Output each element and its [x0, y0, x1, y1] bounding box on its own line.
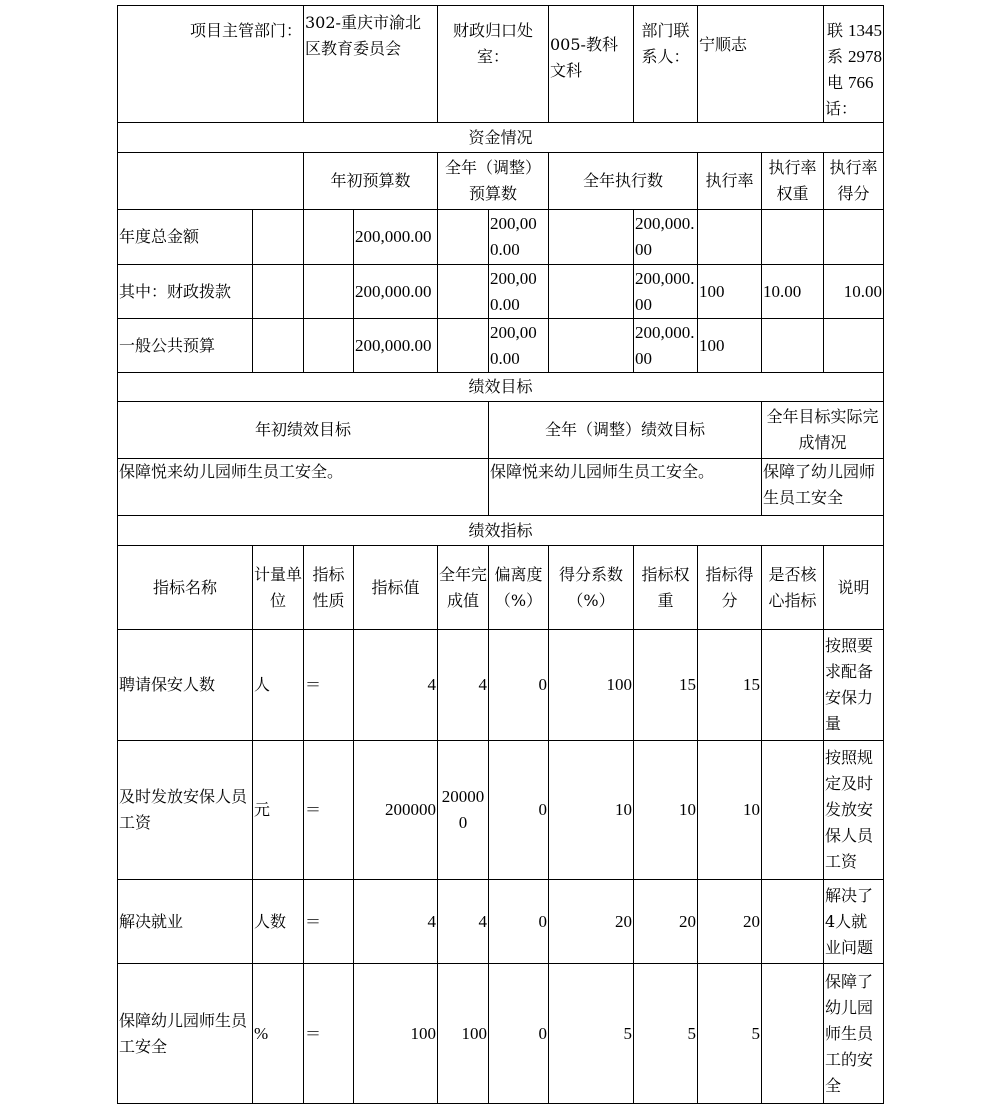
funds-rate: 100	[698, 265, 762, 319]
actual-result-text: 保障了幼儿园师生员工安全	[762, 459, 884, 516]
contact-value: 宁顺志	[698, 6, 824, 123]
indicator-row	[118, 964, 884, 1104]
funds-initial: 200,000.00	[354, 210, 438, 265]
indicator-weight: 5	[634, 964, 698, 1104]
indicator-weight: 15	[634, 630, 698, 741]
indicators-header-row	[118, 546, 884, 630]
indicator-note: 保障了幼儿园师生员工的安全	[824, 964, 884, 1104]
col-actual-result: 全年目标实际完成情况	[762, 402, 884, 459]
funds-header-blank	[118, 153, 304, 210]
col-rate-score: 执行率得分	[824, 153, 884, 210]
indicator-deviation: 0	[489, 964, 549, 1104]
indicator-weight: 20	[634, 880, 698, 964]
col-deviation: 偏离度（%）	[489, 546, 549, 630]
funds-executed: 200,000.00	[634, 210, 698, 265]
funds-initial: 200,000.00	[354, 265, 438, 319]
header-row	[118, 6, 884, 123]
col-executed: 全年执行数	[549, 153, 698, 210]
funds-row	[118, 319, 884, 373]
funds-header-row	[118, 153, 884, 210]
col-initial-goal: 年初绩效目标	[118, 402, 489, 459]
indicator-name: 保障幼儿园师生员工安全	[118, 964, 253, 1104]
finance-label: 财政归口处室：	[438, 6, 549, 123]
indicator-completed: 100	[438, 964, 489, 1104]
empty-cell	[549, 265, 634, 319]
phone-value: 13452978766	[848, 21, 882, 92]
indicator-target: 200000	[354, 741, 438, 880]
dept-label: 项目主管部门：	[118, 6, 304, 123]
indicator-coefficient: 20	[549, 880, 634, 964]
indicator-completed: 200000	[438, 741, 489, 880]
indicator-target: 4	[354, 880, 438, 964]
funds-rate	[698, 210, 762, 265]
goals-section-title: 绩效目标	[118, 373, 884, 402]
empty-cell	[549, 319, 634, 373]
indicator-target: 4	[354, 630, 438, 741]
col-weight: 指标权重	[634, 546, 698, 630]
adjusted-goal-text: 保障悦来幼儿园师生员工安全。	[489, 459, 762, 516]
indicator-unit: 人数	[253, 880, 304, 964]
col-target: 指标值	[354, 546, 438, 630]
empty-cell	[253, 210, 304, 265]
col-exec-rate: 执行率	[698, 153, 762, 210]
col-core: 是否核心指标	[762, 546, 824, 630]
funds-row	[118, 265, 884, 319]
col-unit: 计量单位	[253, 546, 304, 630]
contact-label: 部门联系人：	[634, 6, 698, 123]
funds-row-name: 年度总金额	[118, 210, 253, 265]
empty-cell	[304, 319, 354, 373]
indicator-score: 20	[698, 880, 762, 964]
indicator-row	[118, 880, 884, 964]
indicator-row	[118, 741, 884, 880]
col-coefficient: 得分系数（%）	[549, 546, 634, 630]
indicator-coefficient: 10	[549, 741, 634, 880]
indicator-core	[762, 880, 824, 964]
col-adjusted-goal: 全年（调整）绩效目标	[489, 402, 762, 459]
initial-goal-text: 保障悦来幼儿园师生员工安全。	[118, 459, 489, 516]
funds-weight: 10.00	[762, 265, 824, 319]
indicator-core	[762, 964, 824, 1104]
indicator-nature: ＝	[304, 630, 354, 741]
indicator-deviation: 0	[489, 880, 549, 964]
funds-row-name: 其中：财政拨款	[118, 265, 253, 319]
col-completed: 全年完成值	[438, 546, 489, 630]
indicator-completed: 4	[438, 880, 489, 964]
empty-cell	[304, 210, 354, 265]
indicator-deviation: 0	[489, 630, 549, 741]
indicator-completed: 4	[438, 630, 489, 741]
empty-cell	[253, 265, 304, 319]
performance-table	[117, 5, 884, 1104]
indicator-note: 按照规定及时发放安保人员工资	[824, 741, 884, 880]
goals-row	[118, 459, 884, 516]
funds-adjusted: 200,000.00	[489, 210, 549, 265]
indicator-coefficient: 100	[549, 630, 634, 741]
funds-adjusted: 200,000.00	[489, 265, 549, 319]
col-note: 说明	[824, 546, 884, 630]
col-score: 指标得分	[698, 546, 762, 630]
indicator-nature: ＝	[304, 741, 354, 880]
indicator-target: 100	[354, 964, 438, 1104]
indicator-unit: 元	[253, 741, 304, 880]
indicator-note: 按照要求配备安保力量	[824, 630, 884, 741]
indicator-name: 及时发放安保人员工资	[118, 741, 253, 880]
phone-label: 联系电话：	[825, 21, 858, 118]
empty-cell	[253, 319, 304, 373]
indicator-note: 解决了4人就业问题	[824, 880, 884, 964]
col-initial-budget: 年初预算数	[304, 153, 438, 210]
funds-weight	[762, 319, 824, 373]
funds-executed: 200,000.00	[634, 319, 698, 373]
indicator-deviation: 0	[489, 741, 549, 880]
indicators-section-title: 绩效指标	[118, 516, 884, 546]
empty-cell	[438, 265, 489, 319]
funds-row	[118, 210, 884, 265]
empty-cell	[549, 210, 634, 265]
indicator-score: 10	[698, 741, 762, 880]
col-rate-weight: 执行率权重	[762, 153, 824, 210]
phone-label-and-value	[824, 6, 884, 123]
funds-weight	[762, 210, 824, 265]
funds-adjusted: 200,000.00	[489, 319, 549, 373]
indicator-score: 15	[698, 630, 762, 741]
indicator-name: 解决就业	[118, 880, 253, 964]
goals-header-row	[118, 402, 884, 459]
funds-score: 10.00	[824, 265, 884, 319]
funds-executed: 200,000.00	[634, 265, 698, 319]
indicator-score: 5	[698, 964, 762, 1104]
indicator-coefficient: 5	[549, 964, 634, 1104]
indicator-row	[118, 630, 884, 741]
indicator-core	[762, 741, 824, 880]
col-adjusted-budget: 全年（调整）预算数	[438, 153, 549, 210]
indicator-nature: ＝	[304, 880, 354, 964]
empty-cell	[438, 319, 489, 373]
indicator-unit: 人	[253, 630, 304, 741]
dept-value: 302-重庆市渝北区教育委员会	[304, 6, 438, 123]
funds-score	[824, 210, 884, 265]
col-indicator-name: 指标名称	[118, 546, 253, 630]
indicator-nature: ＝	[304, 964, 354, 1104]
funds-row-name: 一般公共预算	[118, 319, 253, 373]
indicator-unit: %	[253, 964, 304, 1104]
funds-score	[824, 319, 884, 373]
indicator-core	[762, 630, 824, 741]
indicator-weight: 10	[634, 741, 698, 880]
empty-cell	[304, 265, 354, 319]
finance-value: 005-教科文科	[549, 6, 634, 123]
funds-initial: 200,000.00	[354, 319, 438, 373]
funds-rate: 100	[698, 319, 762, 373]
funds-section-title: 资金情况	[118, 123, 884, 153]
indicator-name: 聘请保安人数	[118, 630, 253, 741]
col-nature: 指标性质	[304, 546, 354, 630]
empty-cell	[438, 210, 489, 265]
